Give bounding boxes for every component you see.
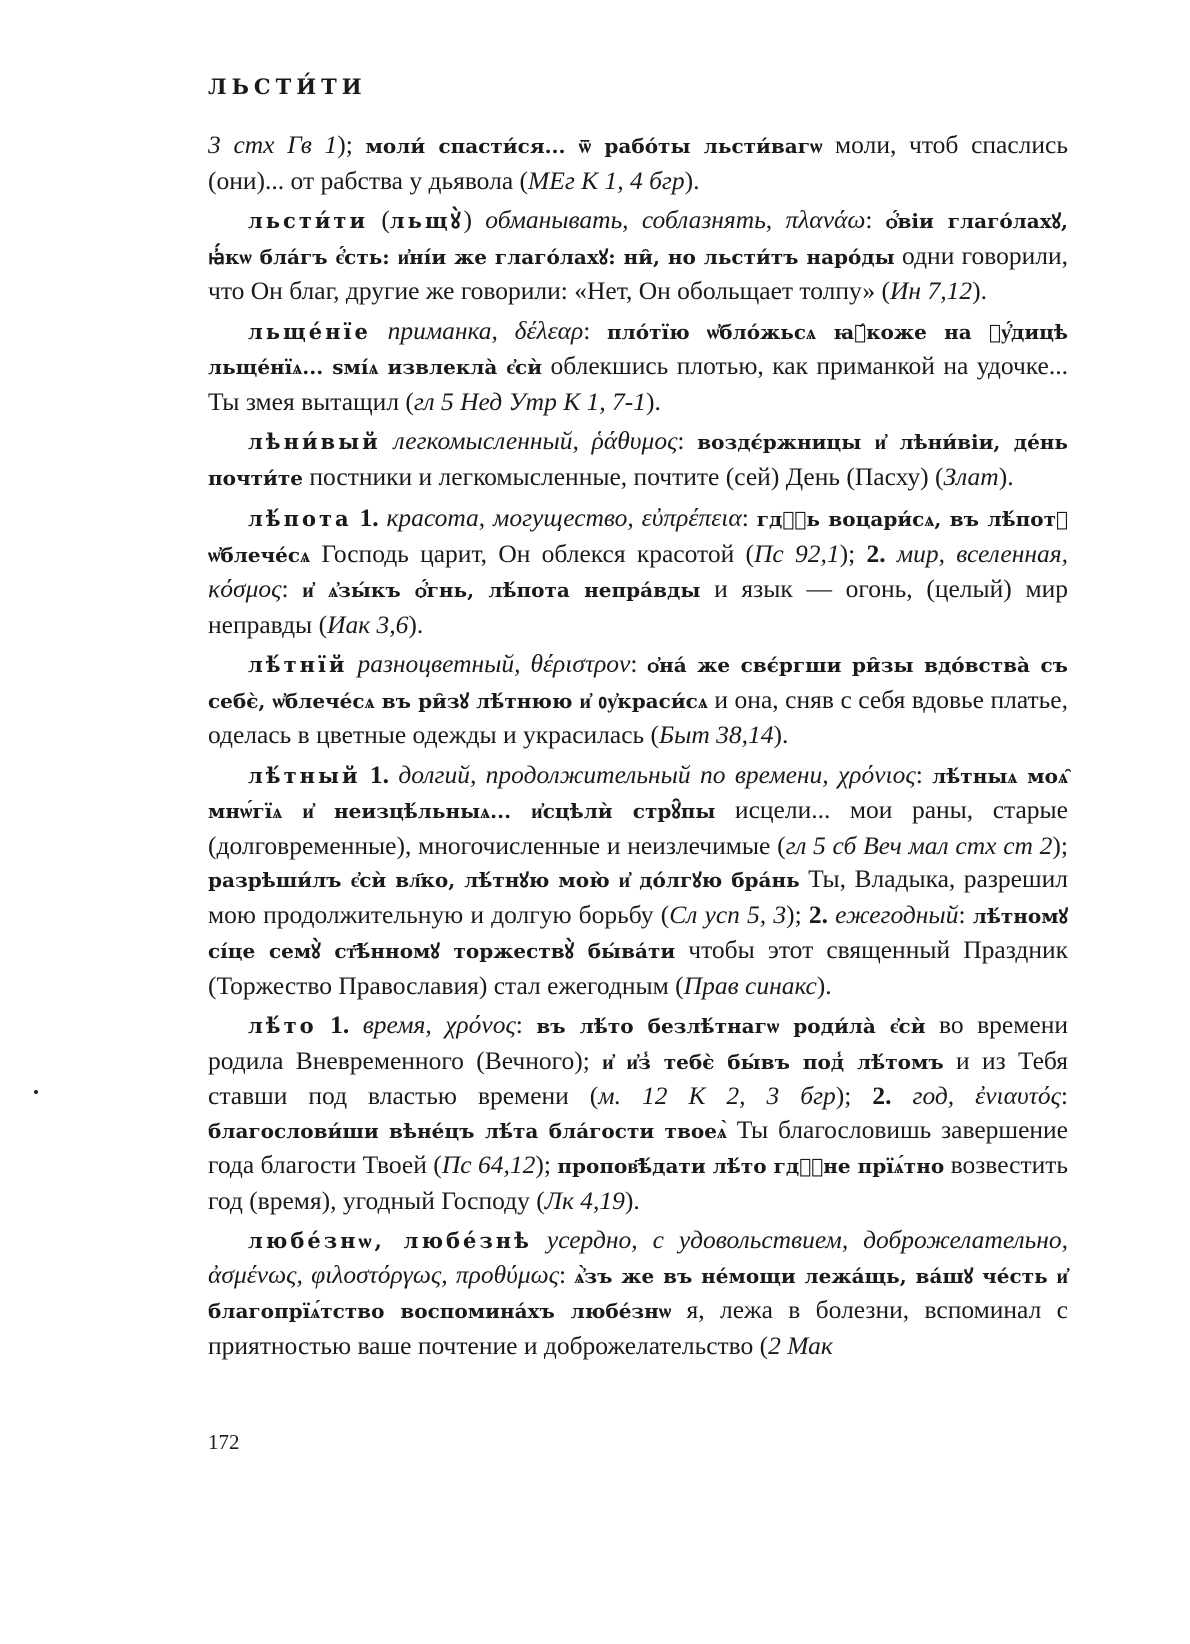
dictionary-entry	[208, 758, 1068, 1003]
church-slavonic-quote: ѻ҆на́ же свє́ргши ри̑зы вдо́вства̀ съ себє̀, ѡ҆блече́сѧ въ ри̑зꙋ лѣ́тнюю и҆ ᲂу҆краси́сѧ	[208, 653, 1068, 713]
text-run: я, лежа в болезни, вспоминал с приятностью ваше почтение и доброжелательство (	[208, 1295, 1068, 1360]
italic-text: Пс 64,12	[441, 1150, 536, 1179]
text-run: ).	[646, 386, 661, 416]
headword: лѣ́тный	[248, 762, 361, 788]
text-run	[349, 1010, 362, 1039]
italic-text: Пс 92,1	[753, 538, 840, 568]
italic-text: МЕг К 1, 4 бгр	[528, 165, 685, 195]
sense-number: 1.	[359, 503, 379, 532]
text-run	[389, 760, 398, 789]
church-slavonic-quote: гдⷭ҇ь воцари́сѧ, въ лѣ́потꙋ ѡ҆блече́сѧ	[208, 507, 1069, 567]
italic-text: Иак 3,6	[327, 609, 409, 639]
italic-text: Быт 38,14	[659, 720, 774, 749]
margin-speck	[34, 1090, 38, 1094]
text-run: )	[463, 205, 486, 234]
italic-text: 3 стх Гв 1	[208, 130, 338, 159]
dictionary-entry	[208, 647, 1068, 752]
text-run: постники и легкомысленные, почтите (сей) День (Пасху) (	[302, 461, 944, 491]
text-run: во времени родила Вневременного (Вечного);	[208, 1010, 1068, 1075]
italic-text: гл 5 Нед Утр К 1, 7-1	[413, 386, 647, 416]
church-slavonic-quote: разрѣши́лъ є҆сѝ вл҃ко, лѣ́тнꙋю мою̀ и҆ до́лгꙋю бра́нь	[208, 868, 800, 892]
church-slavonic-quote: лѣ́тныѧ моѧ̑ мнѡ́гїѧ и҆ неизцѣ́льныѧ... и҆сцѣлѝ стрꙋ̑пы	[208, 763, 1069, 823]
text-run: ).	[684, 165, 700, 195]
sense-number: 1.	[369, 759, 390, 789]
headword: лѣ́тнїй	[248, 652, 348, 677]
text-run: :	[583, 315, 608, 345]
text-run	[371, 316, 388, 345]
sense-number: 2.	[808, 899, 828, 929]
italic-text: ежегодный	[835, 899, 959, 929]
entry-continuation	[208, 128, 1068, 197]
text-run: Ты благословишь завершение года благости Твоей (	[208, 1114, 1068, 1179]
church-slavonic-quote: благослови́ши вѣне́цъ лѣ́та бла́гости твоеѧ̀	[208, 1118, 727, 1143]
church-slavonic-quote: моли́ спасти́ся... ѿ рабо́ты льсти́вагѡ	[365, 134, 823, 158]
italic-text: Сл усп 5, 3	[669, 899, 787, 929]
text-run: и из Тебя ставши под властью времени (	[208, 1045, 1069, 1110]
dictionary-entry	[208, 203, 1068, 308]
sense-number: 2.	[872, 1081, 892, 1110]
headword: лѣ́то	[248, 1013, 317, 1038]
church-slavonic-quote: воздє́ржницы и҆ лѣни́віи, де́нь почти́те	[208, 430, 1069, 490]
text-run	[361, 760, 370, 789]
text-run	[381, 426, 394, 455]
text-run	[892, 1081, 913, 1110]
italic-text: разноцветный, θέριστρον	[357, 649, 631, 678]
italic-text: легкомысленный, ῥάθυμος	[393, 426, 678, 455]
text-run: );	[835, 1081, 873, 1110]
text-run: );	[337, 130, 366, 159]
church-slavonic-quote: и҆ и҆з̾ тебє̀ бы́въ под̾ лѣ́томъ	[602, 1049, 944, 1074]
page-number: 172	[208, 1430, 240, 1454]
italic-text: обманывать, соблазнять, πλανάω	[485, 205, 866, 234]
text-run: чтобы этот священный Праздник (Торжество Православия) стал ежегодным (	[208, 935, 1068, 1000]
text-run: );	[839, 538, 867, 568]
headword: льще́нїе	[248, 318, 371, 344]
italic-text: год, ἐνιαυτός	[912, 1081, 1061, 1110]
italic-text: время, χρόνος	[362, 1010, 516, 1039]
text-run	[532, 1225, 547, 1254]
dictionary-entry	[208, 501, 1068, 641]
text-run: :	[558, 1259, 575, 1289]
italic-text: Прав синакс	[683, 970, 817, 1000]
church-slavonic-quote: пропов҃ѣ́дати лѣ́то гдⷭ҇не прїѧ́тно	[557, 1154, 945, 1178]
text-run: :	[958, 899, 973, 929]
text-run: :	[1060, 1081, 1069, 1110]
italic-text: Ин 7,12	[890, 276, 973, 305]
text-run: моли, чтоб спаслись (они)... от рабства у дьявола (	[208, 130, 1069, 195]
text-run	[348, 649, 358, 678]
italic-text: 2 Мак	[768, 1330, 833, 1360]
church-slavonic-quote: пло́тїю ѡ҆бло́жьсѧ ꙗ҆́коже на ᲂу҆́дицѣ льще́нїѧ... ѕмі́ѧ извлекла̀ є҆сѝ	[208, 319, 1068, 379]
headword: любе́знѡ, любе́знѣ	[248, 1228, 532, 1253]
page	[208, 0, 1068, 1644]
text-run: :	[915, 759, 933, 789]
text-run: :	[865, 205, 886, 234]
church-slavonic-quote: ѧ҆̀зъ же въ не́мощи лежа́щь, ва́шꙋ че́сть и҆ благопрїѧ́тство воспомина́хъ любе́знѡ	[208, 1263, 1069, 1323]
italic-text: красота, могущество, εὐπρέπεια	[386, 503, 742, 532]
text-run: :	[630, 649, 648, 678]
text-run: ).	[816, 970, 832, 1000]
text-run: облекшись плотью, как приманкой на удочке... Ты змея вытащил (	[208, 351, 1068, 416]
italic-text: Лк 4,19	[544, 1185, 625, 1215]
dictionary-entry	[208, 1008, 1068, 1217]
text-run: и она, сняв с себя вдовье платье, оделась в цветные одежды и украсилась (	[208, 684, 1069, 749]
text-run: ).	[624, 1185, 640, 1215]
church-slavonic-quote: ѻ҆́віи глаго́лахꙋ, ꙗ҆́кѡ бла́гъ є҆́сть: и҆ні́и же глаго́лахꙋ: ни̑, но льсти́тъ наро́ды	[208, 209, 1068, 269]
dictionary-entry	[208, 424, 1068, 495]
headword: льщꙋ̀	[389, 208, 464, 233]
italic-text: м. 12 К 2, 3 бгр	[598, 1081, 836, 1110]
text-run: :	[515, 1010, 537, 1039]
sense-number: 2.	[866, 538, 886, 568]
text-run: ).	[773, 720, 789, 749]
text-run: ).	[408, 609, 424, 639]
headword: лѣ́пота	[248, 506, 352, 531]
text-run: и язык — огонь, (целый) мир неправды (	[208, 574, 1069, 639]
text-run	[886, 539, 897, 568]
italic-text: мир, вселенная, κόσμος	[208, 538, 1069, 603]
italic-text: Злат	[943, 461, 999, 491]
text-run	[317, 1010, 330, 1039]
text-run: возвестить год (время), угодный Господу (	[208, 1150, 1069, 1215]
text-run: );	[1052, 830, 1068, 860]
text-run: Ты, Владыка, разрешил мою продолжительную и долгую борьбу (	[208, 864, 1068, 929]
text-run: ).	[998, 461, 1014, 491]
text-run: (	[368, 205, 390, 234]
italic-text: усердно, с удовольствием, доброжелательно, ἀσμένως, φιλοστόργως, προθύμως	[208, 1225, 1069, 1289]
church-slavonic-quote: лѣ́тномꙋ сі́це семꙋ̀ ст҃ѣ́нномꙋ торжествꙋ̀ бы́ва́ти	[208, 903, 1069, 963]
text-run: Господь царит, Он облекся красотой (	[310, 538, 754, 568]
headword: лѣни́вый	[248, 429, 381, 454]
text-run: :	[281, 574, 303, 603]
dictionary-entry	[208, 314, 1068, 419]
italic-text: гл 5 сб Веч мал стх ст 2	[785, 830, 1053, 860]
text-run: :	[677, 426, 698, 455]
dictionary-text	[208, 128, 1068, 1368]
running-head: ЛЬСТИ́ТИ	[208, 74, 367, 99]
italic-text: приманка, δέλεαρ	[387, 315, 584, 345]
text-run: );	[786, 899, 809, 929]
church-slavonic-quote: въ лѣ́то безлѣ́тнагѡ роди́ла̀ є҆сѝ	[536, 1014, 926, 1038]
church-slavonic-quote: и҆ ѧ҆зы́къ ѻ҆́гнь, лѣ́пота непра́вды	[302, 578, 701, 602]
headword: льсти́ти	[248, 208, 369, 233]
text-run: одни говорили, что Он благ, другие же говорили: «Нет, Он обольщает толпу» (	[208, 240, 1068, 305]
text-run: ).	[972, 276, 987, 305]
text-run: :	[741, 503, 757, 532]
text-run: );	[535, 1150, 558, 1179]
text-run: исцели... мои раны, старые (долговременные), многочисленные и неизлечимые (	[208, 795, 1068, 860]
dictionary-entry	[208, 1223, 1068, 1362]
sense-number: 1.	[330, 1010, 350, 1039]
italic-text: долгий, продолжительный по времени, χρόνιος	[398, 759, 916, 789]
